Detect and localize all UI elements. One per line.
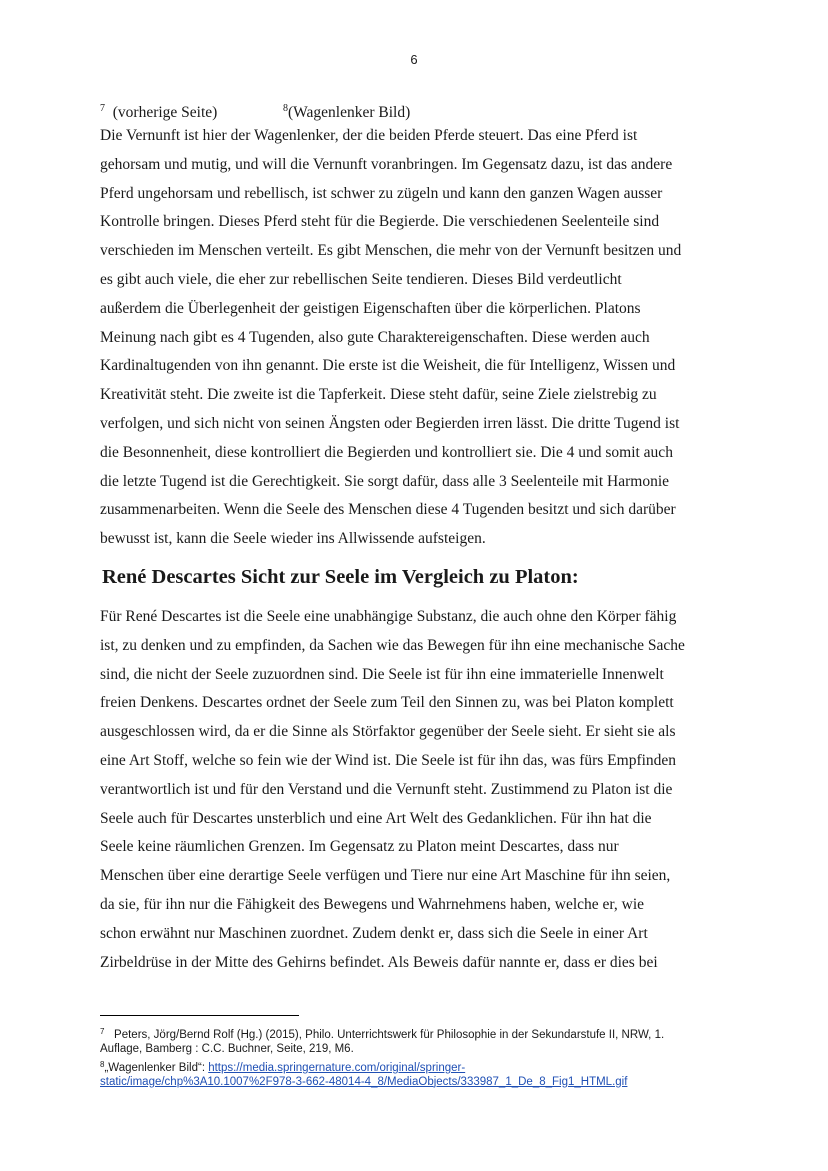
text-line: Pferd ungehorsam und rebellisch, ist schwer zu zügeln und kann den ganzen Wagen ausser (100, 184, 663, 202)
text-line: schon erwähnt nur Maschinen zuordnet. Zudem denkt er, dass sich die Seele in einer Art (100, 924, 648, 942)
footnote-ref-8 (283, 98, 410, 124)
text-line: die Besonnenheit, diese kontrolliert die Begierden und kontrolliert sie. Die 4 und somit auch (100, 443, 673, 461)
footnote-8-link[interactable]: https://media.springernature.com/original/springer- (208, 1062, 466, 1074)
footnote-8-link-continued[interactable]: static/image/chp%3A10.1007%2F978-3-662-48014-4_8/MediaObjects/333987_1_De_8_Fig1_HTML.gif (100, 1075, 628, 1088)
text-line: außerdem die Überlegenheit der geistigen Eigenschaften über die körperlichen. Platons (100, 299, 641, 317)
text-line: Zirbeldrüse in der Mitte des Gehirns befindet. Als Beweis dafür nannte er, dass er dies bei (100, 953, 658, 971)
text-line: Menschen über eine derartige Seele verfügen und Tiere nur eine Art Maschine für ihn seien, (100, 867, 671, 885)
page-number: 6 (410, 52, 418, 67)
footnote-7-number: 7 (100, 1027, 105, 1036)
text-line: es gibt auch viele, die eher zur rebellischen Seite tendieren. Dieses Bild verdeutlicht (100, 270, 622, 288)
text-line: ausgeschlossen wird, da er die Sinne als Störfaktor gegenüber der Seele sieht. Er sieht sie als (100, 723, 676, 741)
footnote-ref-7 (100, 98, 217, 124)
paragraph-platon (100, 122, 740, 554)
text-line: ist, zu denken und zu empfinden, da Sachen wie das Bewegen für ihn eine mechanische Sache (100, 636, 685, 654)
text-line: da sie, für ihn nur die Fähigkeit des Bewegens und Wahrnehmens haben, welche er, wie (100, 895, 645, 913)
footnote-8-continued (100, 1074, 740, 1091)
footnote-7-continued: Auflage, Bamberg : C.C. Buchner, Seite, 219, M6. (100, 1042, 354, 1055)
footnote-8-number: 8 (100, 1060, 105, 1069)
footnote-ref-8-text: (Wagenlenker Bild) (288, 104, 411, 121)
text-line: bewusst ist, kann die Seele wieder ins Allwissende aufsteigen. (100, 530, 486, 548)
text-line: Seele keine räumlichen Grenzen. Im Gegensatz zu Platon meint Descartes, dass nur (100, 838, 619, 856)
footnote-ref-7-number: 7 (100, 103, 105, 114)
text-line: freien Denkens. Descartes ordnet der Seele zum Teil den Sinnen zu, was bei Platon komplett (100, 694, 674, 712)
footnote-separator (100, 1015, 299, 1016)
footnote-8-label: „Wagenlenker Bild“: (104, 1062, 209, 1074)
text-line: die letzte Tugend ist die Gerechtigkeit. Sie sorgt dafür, dass alle 3 Seelenteile mit Harmonie (100, 472, 670, 490)
text-line: verfolgen, und sich nicht von seinen Ängsten oder Begierden irren lässt. Die dritte Tugend ist (100, 414, 680, 432)
footnote-7 (100, 1024, 740, 1041)
text-line: Meinung nach gibt es 4 Tugenden, also gute Charaktereigenschaften. Diese werden auch (100, 328, 650, 346)
text-line: Kontrolle bringen. Dieses Pferd steht für die Begierde. Die verschiedenen Seelenteile sind (100, 213, 660, 231)
footnotes (100, 1024, 740, 1090)
paragraph-descartes (100, 603, 740, 977)
text-line: sind, die nicht der Seele zuzuordnen sind. Die Seele ist für ihn eine immaterielle Innenwelt (100, 665, 664, 683)
text-line: verschieden im Menschen verteilt. Es gibt Menschen, die mehr von der Vernunft besitzen und (100, 242, 682, 260)
section-heading: René Descartes Sicht zur Seele im Vergleich zu Platon: (102, 566, 579, 588)
text-line: gehorsam und mutig, und will die Vernunft voranbringen. Im Gegensatz dazu, ist das andere (100, 155, 673, 173)
footnote-ref-7-text: (vorherige Seite) (112, 104, 218, 121)
text-line: Die Vernunft ist hier der Wagenlenker, der die beiden Pferde steuert. Das eine Pferd ist (100, 127, 638, 144)
footnote-8 (100, 1057, 740, 1074)
text-line: Kreativität steht. Die zweite ist die Tapferkeit. Diese steht dafür, seine Ziele zielstrebig zu (100, 386, 657, 404)
text-line: Kardinaltugenden von ihn genannt. Die erste ist die Weisheit, die für Intelligenz, Wissen und (100, 357, 676, 375)
footnote-ref-8-number: 8 (283, 103, 288, 114)
text-line: verantwortlich ist und für den Verstand und die Vernunft steht. Zustimmend zu Platon ist die (100, 780, 673, 798)
footnote-7-text: Peters, Jörg/Bernd Rolf (Hg.) (2015), Philo. Unterrichtswerk für Philosophie in der Sekundarstufe II, NRW, 1. (114, 1029, 665, 1041)
text-line: Seele auch für Descartes unsterblich und eine Art Welt des Gedanklichen. Für ihn hat die (100, 809, 652, 827)
text-line: Für René Descartes ist die Seele eine unabhängige Substanz, die auch ohne den Körper fähig (100, 608, 677, 625)
text-line: zusammenarbeiten. Wenn die Seele des Menschen diese 4 Tugenden besitzt und sich darüber (100, 501, 676, 519)
text-line: eine Art Stoff, welche so fein wie der Wind ist. Die Seele ist für ihn das, was fürs Empfinden (100, 751, 677, 769)
